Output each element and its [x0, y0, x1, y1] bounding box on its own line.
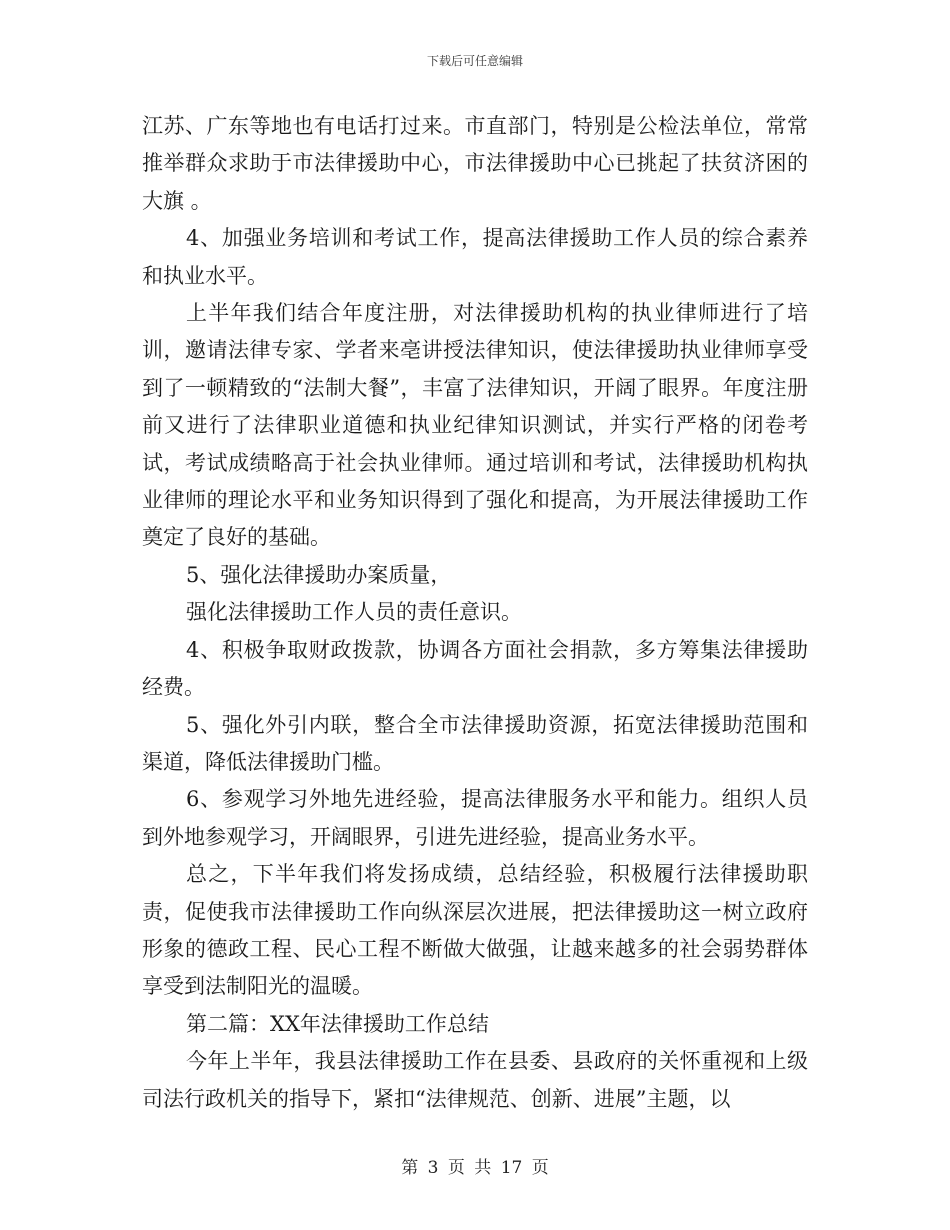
paragraph-3: 上半年我们结合年度注册，对法律援助机构的执业律师进行了培训，邀请法律专家、学者来亳讲授法律知识，使法律援助执业律师享受到了一顿精致的“法制大餐”，丰富了法律知识，开阔了眼界。年度注册前又进行了法律职业道德和执业纪律知识测试，并实行严格的闭卷考试，考试成绩略高于社会执业律师。通过培训和考试，法律援助机构执业律师的理论水平和业务知识得到了强化和提高，为开展法律援助工作奠定了良好的基础。 [142, 301, 808, 550]
paragraph-5: 强化法律援助工作人员的责任意识。 [186, 600, 522, 625]
page-number-footer: 第 3 页 共 17 页 [401, 1158, 549, 1178]
paragraph-8: 6、参观学习外地先进经验，提高法律服务水平和能力。组织人员到外地参观学习，开阔眼界，引进先进经验，提高业务水平。 [142, 787, 808, 849]
paragraph-2: 4、加强业务培训和考试工作，提高法律援助工作人员的综合素养和执业水平。 [142, 226, 808, 288]
paragraph-4: 5、强化法律援助办案质量， [186, 562, 452, 587]
section-heading: 第二篇：XX年法律援助工作总结 [186, 1011, 489, 1036]
document-body [142, 108, 808, 1118]
paragraph-1: 江苏、广东等地也有电话打过来。市直部门，特别是公检法单位，常常推举群众求助于市法律援助中心，市法律援助中心已挑起了扶贫济困的大旗 。 [142, 114, 808, 213]
paragraph-6: 4、积极争取财政拨款，协调各方面社会捐款，多方筹集法律援助经费。 [142, 637, 808, 700]
page-header: 下载后可任意编辑 [426, 54, 523, 68]
paragraph-10: 今年上半年，我县法律援助工作在县委、县政府的关怀重视和上级司法行政机关的指导下，紧扣“法律规范、创新、进展”主题，以 [142, 1049, 808, 1111]
paragraph-7: 5、强化外引内联，整合全市法律援助资源，拓宽法律援助范围和渠道，降低法律援助门槛。 [142, 712, 808, 774]
paragraph-9: 总之，下半年我们将发扬成绩，总结经验，积极履行法律援助职责，促使我市法律援助工作向纵深层次进展，把法律援助这一树立政府形象的德政工程、民心工程不断做大做强，让越来越多的社会弱势群体享受到法制阳光的温暖。 [142, 862, 808, 999]
